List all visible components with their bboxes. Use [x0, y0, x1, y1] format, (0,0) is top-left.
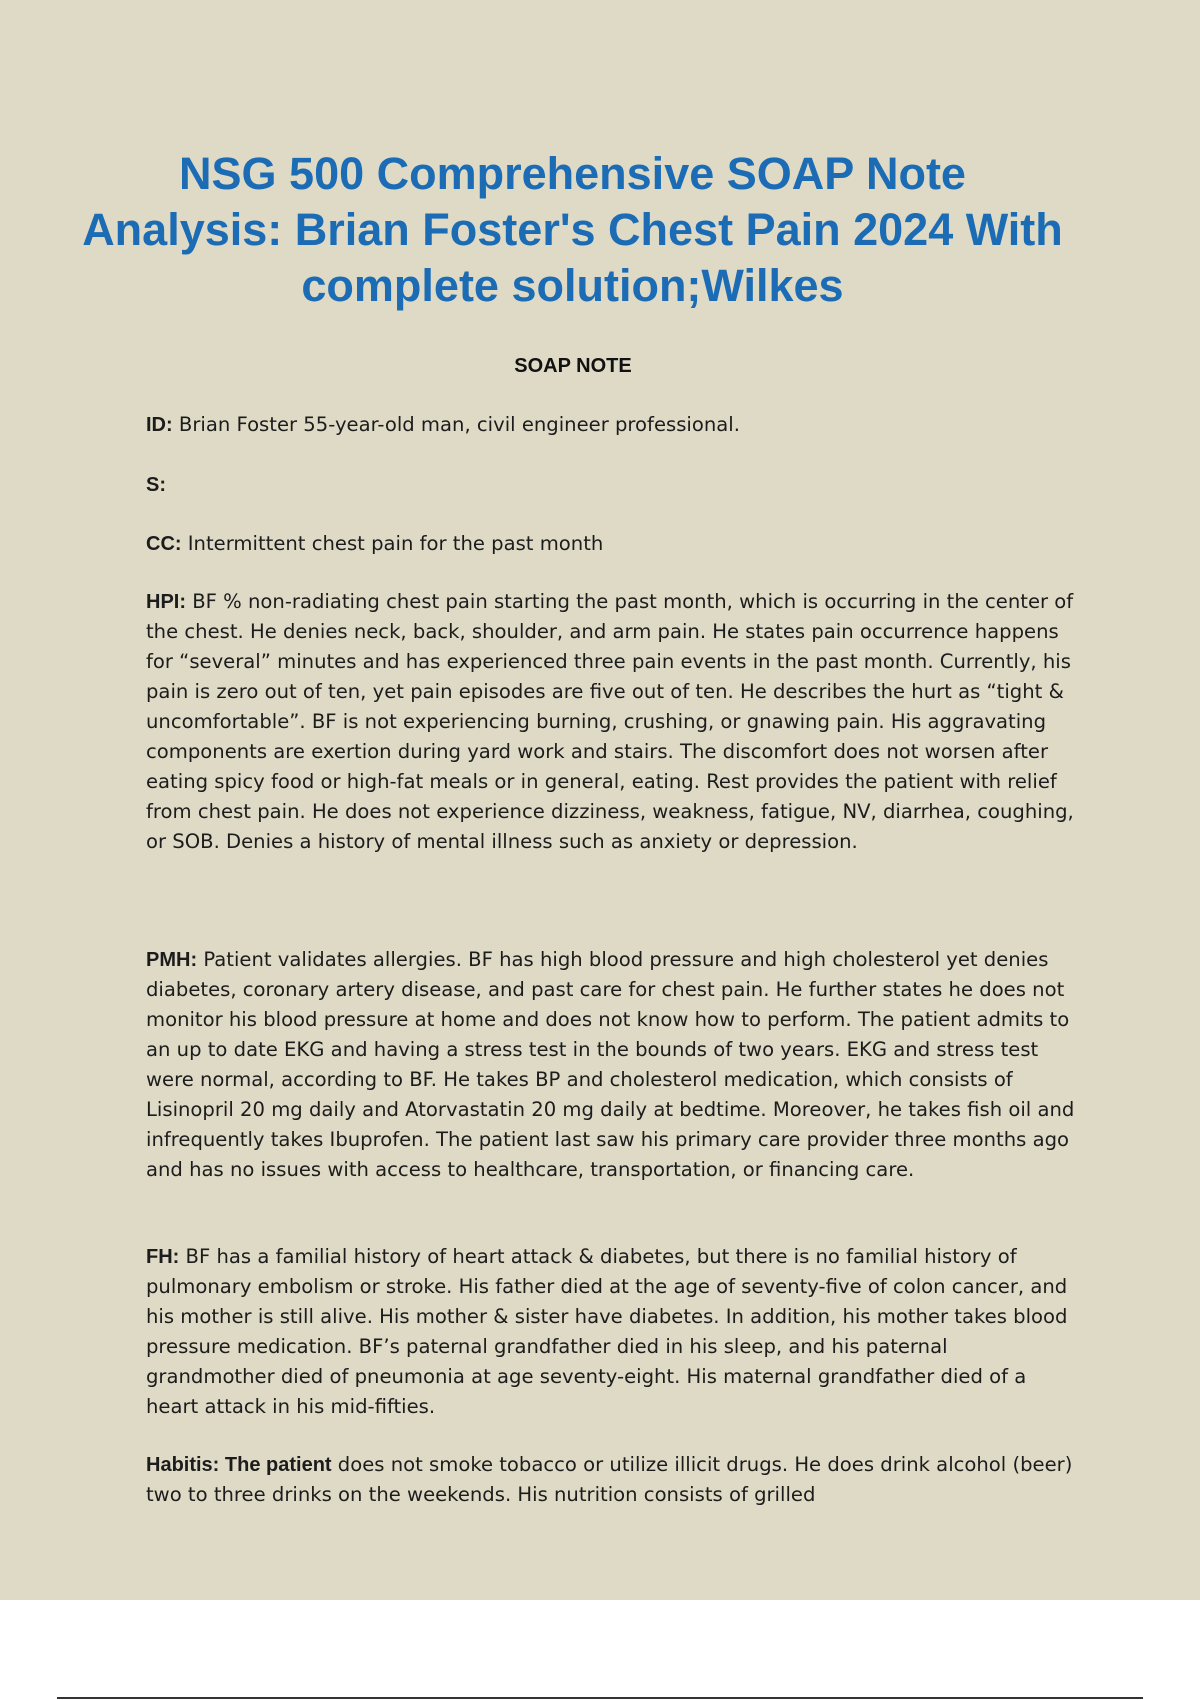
cc-label: CC:: [146, 533, 182, 555]
habits-text: does not smoke tobacco or utilize illicit drugs. He does drink alcohol (beer) two to three drinks on the weekends. His nutrition consists of grilled: [146, 1453, 1073, 1506]
footer-divider: [57, 1697, 1143, 1699]
id-label: ID:: [146, 414, 173, 436]
habits-label: Habitis: The patient: [146, 1454, 332, 1476]
cc-text: Intermittent chest pain for the past month: [181, 532, 604, 555]
fh-text: BF has a familial history of heart attack & diabetes, but there is no familial history of pulmonary embolism or stroke. His father died at the age of seventy-five of colon cancer, and his mother is still alive. His mother & sister have diabetes. In addition, his mother takes blood pressure medication. BF’s paternal grandfather died in his sleep, and his paternal grandmother died of pneumonia at age seventy-eight. His maternal grandfather died of a heart attack in his mid-fifties.: [146, 1245, 1068, 1418]
subjective-label: S:: [146, 474, 166, 496]
cc-paragraph: [146, 529, 1076, 559]
fh-label: FH:: [146, 1246, 180, 1268]
fh-paragraph: [146, 1242, 1076, 1422]
id-paragraph: [146, 410, 1076, 440]
pmh-label: PMH:: [146, 949, 198, 971]
hpi-label: HPI:: [146, 591, 186, 613]
id-text: Brian Foster 55-year-old man, civil engineer professional.: [172, 413, 740, 436]
hpi-text: BF % non-radiating chest pain starting the past month, which is occurring in the center of the chest. He denies neck, back, shoulder, and arm pain. He states pain occurrence happens for “several” minutes and has experienced three pain events in the past month. Currently, his pain is zero out of ten, yet pain episodes are five out of ten. He describes the hurt as “tight & uncomfortable”. BF is not experiencing burning, crushing, or gnawing pain. His aggravating components are exertion during yard work and stairs. The discomfort does not worsen after eating spicy food or high-fat meals or in general, eating. Rest provides the patient with relief from chest pain. He does not experience dizziness, weakness, fatigue, NV, diarrhea, coughing, or SOB. Denies a history of mental illness such as anxiety or depression.: [146, 590, 1074, 853]
pmh-paragraph: [146, 945, 1076, 1185]
document-title: NSG 500 Comprehensive SOAP Note Analysis: Brian Foster's Chest Pain 2024 With complete solution;Wilkes: [82, 148, 1063, 311]
section-heading: SOAP NOTE: [514, 355, 632, 377]
subjective-paragraph: [146, 470, 1076, 500]
hpi-paragraph: [146, 587, 1076, 857]
pmh-text: Patient validates allergies. BF has high blood pressure and high cholesterol yet denies diabetes, coronary artery disease, and past care for chest pain. He further states he does not monitor his blood pressure at home and does not know how to perform. The patient admits to an up to date EKG and having a stress test in the bounds of two years. EKG and stress test were normal, according to BF. He takes BP and cholesterol medication, which consists of Lisinopril 20 mg daily and Atorvastatin 20 mg daily at bedtime. Moreover, he takes fish oil and infrequently takes Ibuprofen. The patient last saw his primary care provider three months ago and has no issues with access to healthcare, transportation, or financing care.: [146, 948, 1075, 1181]
habits-paragraph: [146, 1450, 1076, 1510]
